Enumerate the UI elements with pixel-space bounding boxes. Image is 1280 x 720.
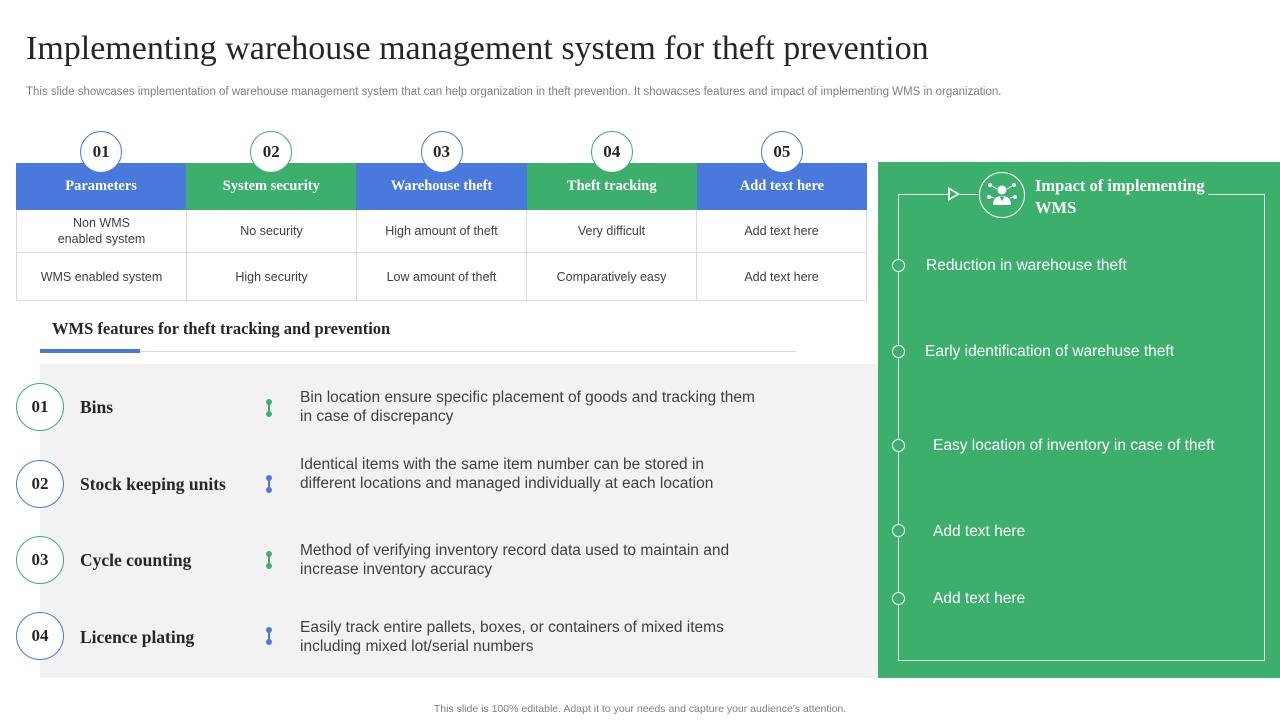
feature-name: Stock keeping units <box>80 474 226 494</box>
table-header-cell <box>697 142 867 210</box>
team-network-icon <box>979 172 1025 218</box>
connector-dots-icon <box>266 627 272 645</box>
column-number-badge: 05 <box>761 131 803 173</box>
table-cell: Add text here <box>696 210 867 252</box>
feature-description: Method of verifying inventory record data used to maintain and increase inventory accuracy <box>300 542 730 578</box>
table-header-cell <box>16 142 186 210</box>
table-cell: Very difficult <box>526 210 696 252</box>
impact-title: Impact of implementing WMS <box>1035 176 1205 217</box>
feature-number-badge: 03 <box>16 536 64 584</box>
impact-panel <box>878 162 1280 678</box>
feature-name: Cycle counting <box>80 550 192 570</box>
feature-description: Easily track entire pallets, boxes, or containers of mixed items including mixed lot/serial numbers <box>300 619 724 655</box>
timeline-dot-icon <box>892 439 905 452</box>
table-cell: Non WMS enabled system <box>16 210 186 252</box>
table-row <box>16 210 867 253</box>
connector-dots-icon <box>266 399 272 417</box>
feature-name: Licence plating <box>80 627 195 647</box>
page-subtitle: This slide showcases implementation of warehouse management system that can help organization in theft prevention. It showacses features and impact of implementing WMS in organization. <box>26 86 1002 98</box>
table-header-cell <box>527 142 697 210</box>
timeline-dot-icon <box>892 592 905 605</box>
feature-name: Bins <box>80 397 114 417</box>
features-divider <box>40 351 796 352</box>
table-row <box>16 253 867 301</box>
connector-dots-icon <box>266 475 272 493</box>
arrow-connector <box>960 194 978 195</box>
table-header-label: Warehouse theft <box>390 178 493 194</box>
table-cell: WMS enabled system <box>16 253 186 300</box>
timeline-dot-icon <box>892 345 905 358</box>
impact-item: Early identification of warehuse theft <box>925 343 1174 360</box>
table-cell: Low amount of theft <box>356 253 526 300</box>
connector-dots-icon <box>266 551 272 569</box>
team-network-icon-svg <box>980 173 1024 217</box>
feature-description: Identical items with the same item number can be stored in different locations and managed individually at each location <box>300 456 714 492</box>
impact-item: Easy location of inventory in case of theft <box>933 437 1215 454</box>
timeline-dot-icon <box>892 259 905 272</box>
impact-item: Add text here <box>933 590 1026 607</box>
table-cell: Add text here <box>696 253 867 300</box>
comparison-table <box>16 142 867 301</box>
table-header-label: Add text here <box>739 178 825 194</box>
feature-number-badge: 01 <box>16 383 64 431</box>
feature-description: Bin location ensure specific placement of goods and tracking them in case of discrepancy <box>300 389 755 425</box>
features-divider-accent <box>40 349 140 353</box>
table-cell: High amount of theft <box>356 210 526 252</box>
table-header-label: Theft tracking <box>566 178 657 194</box>
feature-number-badge: 02 <box>16 460 64 508</box>
column-number-badge: 02 <box>250 131 292 173</box>
impact-item: Reduction in warehouse theft <box>926 257 1127 274</box>
arrow-right-icon-inner <box>950 190 957 198</box>
table-cell: High security <box>186 253 356 300</box>
feature-number-badge: 04 <box>16 612 64 660</box>
table-header-label: System security <box>222 178 320 194</box>
column-number-badge: 03 <box>421 131 463 173</box>
table-cell: No security <box>186 210 356 252</box>
frame-top-line <box>1208 194 1265 195</box>
footer-note: This slide is 100% editable. Adapt it to your needs and capture your audience's attention. <box>433 703 847 715</box>
table-header-cell <box>356 142 526 210</box>
column-number-badge: 01 <box>80 131 122 173</box>
table-header-cell <box>186 142 356 210</box>
table-header-label: Parameters <box>65 178 137 194</box>
column-number-badge: 04 <box>591 131 633 173</box>
frame-top-line <box>898 194 954 195</box>
features-title: WMS features for theft tracking and prevention <box>52 319 391 338</box>
table-cell: Comparatively easy <box>526 253 696 300</box>
timeline-dot-icon <box>892 524 905 537</box>
impact-item: Add text here <box>933 523 1026 540</box>
page-title: Implementing warehouse management system for theft prevention <box>26 30 929 67</box>
table-header-row <box>16 142 867 210</box>
